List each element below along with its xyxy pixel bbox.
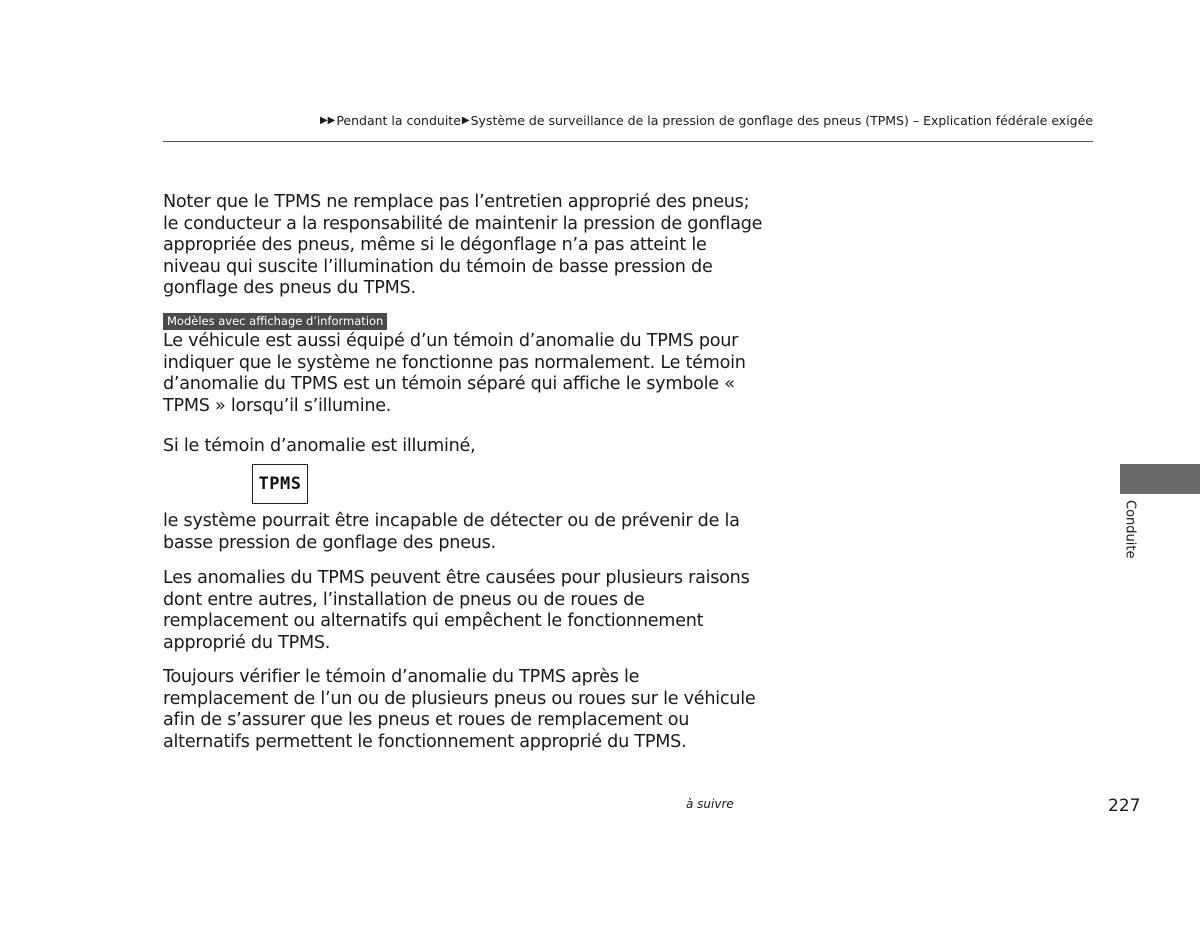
paragraph-malfunction-indicator: Le véhicule est aussi équipé d’un témoin d’anomalie du TPMS pour indiquer que le système ne fonctionne pas normalement. Le témoin d’anomalie du TPMS est un témoin séparé qui affiche le symbole « TPMS » lorsqu’il s’illumine. xyxy=(163,331,746,416)
breadcrumb-item-tpms: Système de surveillance de la pression de gonflage des pneus (TPMS) – Explication fédérale exigée xyxy=(470,113,1093,128)
section-tab-label: Conduite xyxy=(1122,500,1138,559)
paragraph-system-unable: le système pourrait être incapable de détecter ou de prévenir de la basse pression de gonflage des pneus. xyxy=(163,511,740,553)
breadcrumb-item-driving: Pendant la conduite xyxy=(336,113,461,128)
paragraph-check-after-replacement: Toujours vérifier le témoin d’anomalie du TPMS après le remplacement de l’un ou de plusieurs pneus ou roues sur le véhicule afin de s’assurer que les pneus et roues de remplacement ou alternatifs permettent le fonctionnement approprié du TPMS. xyxy=(163,667,756,752)
tpms-indicator-icon xyxy=(252,464,308,504)
tpms-symbol-label: TPMS xyxy=(258,474,302,494)
paragraph-malfunction-causes: Les anomalies du TPMS peuvent être causées pour plusieurs raisons dont entre autres, l’installation de pneus ou de roues de remplacement ou alternatifs qui empêchent le fonctionnement approprié du TPMS. xyxy=(163,568,750,653)
breadcrumb xyxy=(319,113,1093,129)
header-divider xyxy=(163,141,1093,142)
paragraph-tpms-maintenance: Noter que le TPMS ne remplace pas l’entretien approprié des pneus; le conducteur a la responsabilité de maintenir la pression de gonflage appropriée des pneus, même si le dégonflage n’a pas atteint le niveau qui suscite l’illumination du témoin de basse pression de gonflage des pneus du TPMS. xyxy=(163,192,763,298)
model-applicability-tag: Modèles avec affichage d’information xyxy=(163,313,387,330)
section-tab-marker xyxy=(1120,464,1200,494)
page-number: 227 xyxy=(1108,796,1141,816)
triangle-right-icon: ▶▶ xyxy=(319,115,336,126)
paragraph-if-illuminated: Si le témoin d’anomalie est illuminé, xyxy=(163,436,476,456)
continued-note: à suivre xyxy=(686,797,734,811)
triangle-right-icon: ▶ xyxy=(461,115,470,126)
